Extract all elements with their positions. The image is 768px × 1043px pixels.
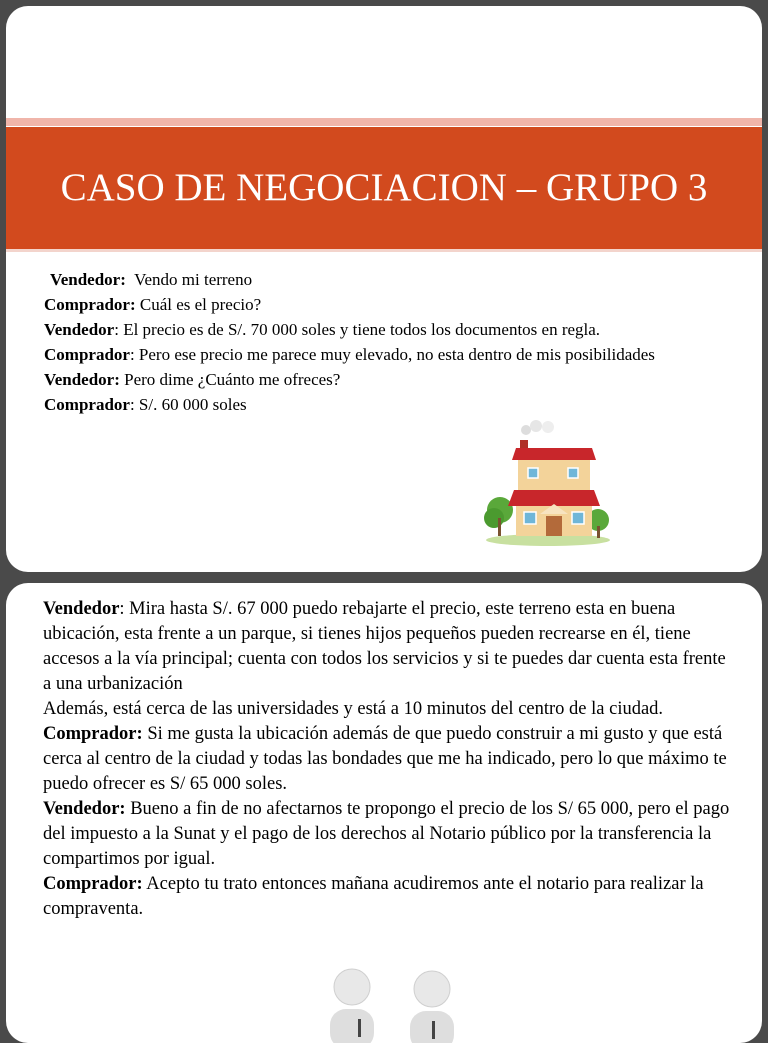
dialogue-line [44,368,690,391]
speaker: Vendedor [43,599,120,619]
speaker: Comprador: [43,724,143,744]
dialogue-line [44,268,690,291]
title-band [6,127,762,252]
line-text: Vendo mi terreno [125,270,253,289]
speaker: Comprador: [44,295,136,314]
accent-bar [6,118,762,126]
line-text: Cuál es el precio? [135,295,262,314]
dialogue-line [44,293,690,316]
line-text: : Mira hasta S/. 67 000 puedo rebajarte el precio, este terreno esta en buena ubicación, esta frente a un parque, si tienes hijos pequeños pueden recrearse en él, tiene accesos a la vía principal; cuenta con todos los servicios y si te puedes dar cuenta esta frente a una urbanización [43,599,726,694]
dialogue-line [43,797,731,872]
dialogue-line [43,597,731,697]
dialogue-line [44,318,690,341]
dialogue-block-2 [43,597,731,922]
speaker: Comprador [44,345,130,364]
line-text: Pero dime ¿Cuánto me ofreces? [119,370,341,389]
slide-title: CASO DE NEGOCIACION – GRUPO 3 [60,166,708,209]
dialogue-line [43,872,731,922]
speaker: Comprador [44,395,130,414]
dialogue-line [44,393,690,416]
line-text: Si me gusta la ubicación además de que puedo construir a mi gusto y que está cerca al centro de la ciudad y todas las bondades que me ha indicado, pero lo que máximo te puedo ofrecer es S/ 65 000 soles. [43,724,727,794]
speaker: Vendedor: [50,270,126,289]
dialogue-block-1 [44,268,690,418]
line-text: : El precio es de S/. 70 000 soles y tiene todos los documentos en regla. [114,320,601,339]
dialogue-line [43,697,731,722]
speaker: Comprador: [43,874,143,894]
dialogue-line [44,343,690,366]
line-text: : S/. 60 000 soles [129,395,247,414]
line-text: Bueno a fin de no afectarnos te propongo el precio de los S/ 65 000, pero el pago del impuesto a la Sunat y el pago de los derechos al Notario público por la transferencia la compartimos por igual. [43,799,730,869]
dialogue-line [43,722,731,797]
speaker: Vendedor [44,320,115,339]
house-icon [480,418,616,548]
two-figures-icon [306,963,476,1043]
speaker: Vendedor: [43,799,126,819]
line-text: : Pero ese precio me parece muy elevado, no esta dentro de mis posibilidades [129,345,655,364]
slide-2 [6,583,762,1043]
slide-1 [6,6,762,572]
line-text: Además, está cerca de las universidades y está a 10 minutos del centro de la ciudad. [43,699,664,719]
line-text: Acepto tu trato entonces mañana acudiremos ante el notario para realizar la compraventa. [43,874,704,919]
speaker: Vendedor: [44,370,120,389]
